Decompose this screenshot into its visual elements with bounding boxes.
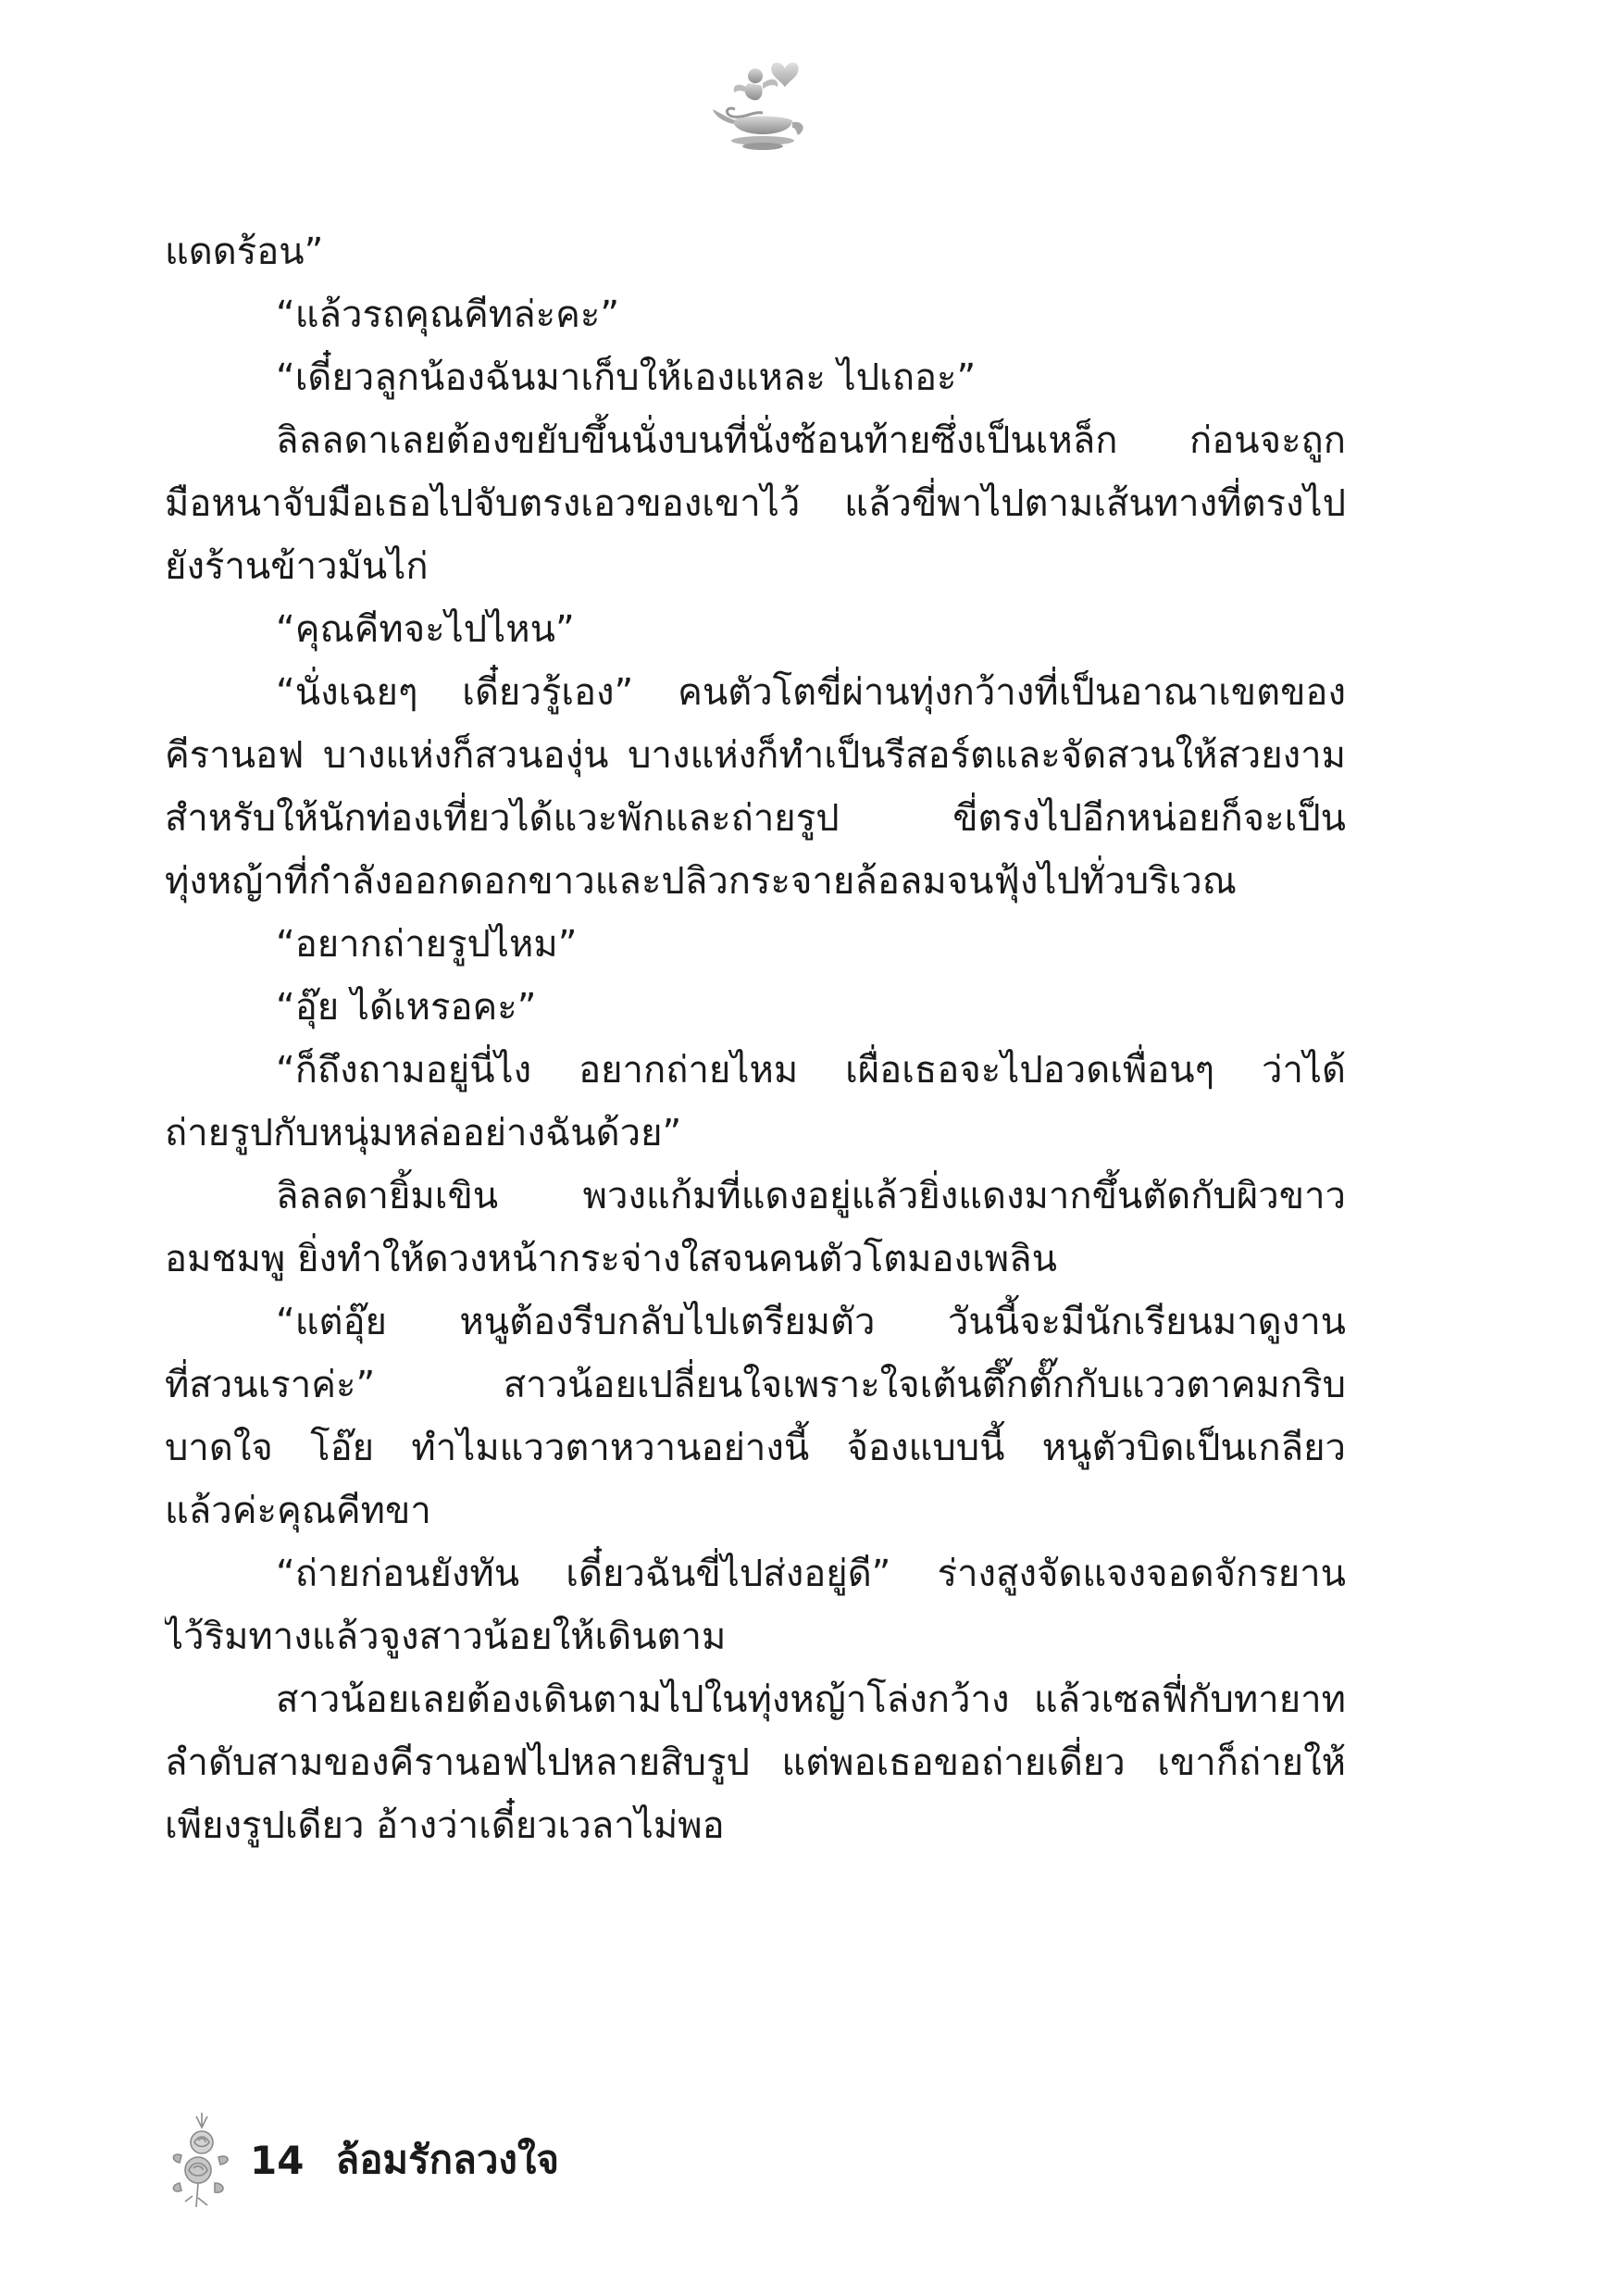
page-footer [165, 2109, 559, 2211]
text-line: “อุ๊ย ได้เหรอคะ” [276, 986, 537, 1029]
text-line: บาดใจ โอ๊ย ทำไมแววตาหวานอย่างนี้ จ้องแบบนี้ หนูตัวบิดเป็นเกลียว [165, 1427, 1346, 1469]
rose-ornament-icon [165, 2109, 239, 2211]
text-line: “แต่อุ๊ย หนูต้องรีบกลับไปเตรียมตัว วันนี้จะมีนักเรียนมาดูงาน [276, 1301, 1346, 1343]
text-line: ยังร้านข้าวมันไก่ [165, 545, 429, 588]
text-line: ทุ่งหญ้าที่กำลังออกดอกขาวและปลิวกระจายล้อลมจนฟุ้งไปทั่วบริเวณ [165, 860, 1237, 903]
text-line: “ก็ถึงถามอยู่นี่ไง อยากถ่ายไหม เผื่อเธอจะไปอวดเพื่อนๆ ว่าได้ [276, 1049, 1346, 1092]
text-line: คีรานอฟ บางแห่งก็สวนองุ่น บางแห่งก็ทำเป็นรีสอร์ตและจัดสวนให้สวยงาม [165, 734, 1346, 777]
body-text [165, 220, 1346, 1857]
text-line: มือหนาจับมือเธอไปจับตรงเอวของเขาไว้ แล้วขี่พาไปตามเส้นทางที่ตรงไป [165, 482, 1346, 525]
text-line: ลิลลดาเลยต้องขยับขึ้นนั่งบนที่นั่งซ้อนท้ายซึ่งเป็นเหล็ก ก่อนจะถูก [276, 419, 1346, 462]
text-line: ลิลลดายิ้มเขิน พวงแก้มที่แดงอยู่แล้วยิ่งแดงมากขึ้นตัดกับผิวขาว [276, 1175, 1346, 1217]
text-line: ไว้ริมทางแล้วจูงสาวน้อยให้เดินตาม [165, 1616, 727, 1658]
text-line: “นั่งเฉยๆ เดี๋ยวรู้เอง” คนตัวโตขี่ผ่านทุ่งกว้างที่เป็นอาณาเขตของ [276, 671, 1346, 714]
text-line: สาวน้อยเลยต้องเดินตามไปในทุ่งหญ้าโล่งกว้าง แล้วเซลฟี่กับทายาท [276, 1678, 1346, 1721]
text-line: ลำดับสามของคีรานอฟไปหลายสิบรูป แต่พอเธอขอถ่ายเดี่ยว เขาก็ถ่ายให้ [165, 1741, 1346, 1784]
text-line: “อยากถ่ายรูปไหม” [276, 923, 578, 966]
text-line: อมชมพู ยิ่งทำให้ดวงหน้ากระจ่างใสจนคนตัวโตมองเพลิน [165, 1238, 1057, 1280]
text-line: ถ่ายรูปกับหนุ่มหล่ออย่างฉันด้วย” [165, 1112, 682, 1154]
text-line: สำหรับให้นักท่องเที่ยวได้แวะพักและถ่ายรูป ขี่ตรงไปอีกหน่อยก็จะเป็น [165, 797, 1346, 840]
text-line: “คุณคีทจะไปไหน” [276, 608, 575, 651]
text-line: แล้วค่ะคุณคีทขา [165, 1490, 431, 1532]
text-line: เพียงรูปเดียว อ้างว่าเดี๋ยวเวลาไม่พอ [165, 1804, 725, 1847]
book-title: ล้อมรักลวงใจ [335, 2137, 560, 2182]
page-number: 14 [250, 2137, 305, 2183]
text-line: ที่สวนเราค่ะ” สาวน้อยเปลี่ยนใจเพราะใจเต้นตึ๊กตั๊กกับแววตาคมกริบ [165, 1364, 1346, 1406]
cupid-teapot-ornament-icon [707, 56, 818, 157]
text-line: แดดร้อน” [165, 231, 324, 273]
text-line: “เดี๋ยวลูกน้องฉันมาเก็บให้เองแหละ ไปเถอะ” [276, 356, 977, 399]
text-line: “ถ่ายก่อนยังทัน เดี๋ยวฉันขี่ไปส่งอยู่ดี” ร่างสูงจัดแจงจอดจักรยาน [276, 1553, 1346, 1595]
text-line: “แล้วรถคุณคีทล่ะคะ” [276, 293, 620, 336]
